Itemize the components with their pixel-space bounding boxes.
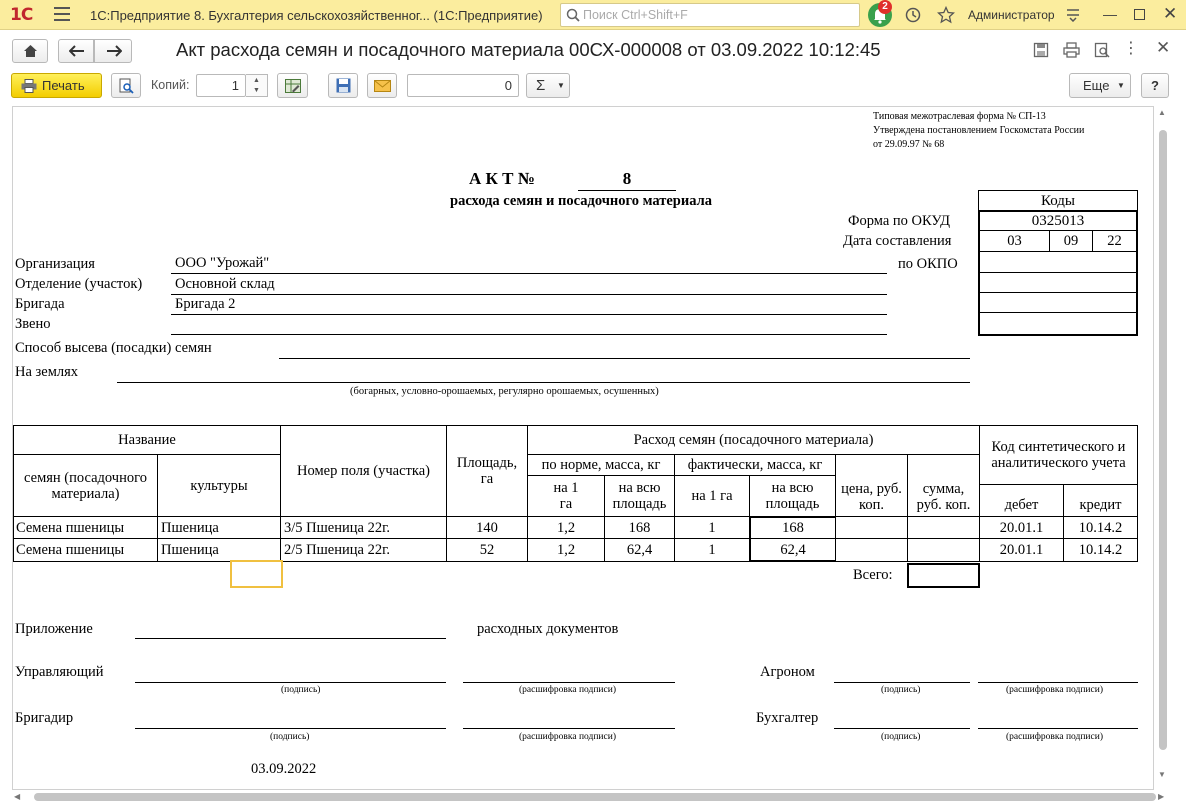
- more-button[interactable]: [1069, 73, 1131, 98]
- foreman-signature-hint: (подпись): [270, 732, 310, 742]
- dept-label: Отделение (участок): [15, 276, 143, 292]
- copies-input[interactable]: 1: [196, 74, 246, 97]
- brigade-label: Бригада: [15, 296, 65, 312]
- close-window-icon[interactable]: ✕: [1163, 4, 1178, 23]
- arrow-right-icon: [106, 45, 122, 57]
- print-form-sheet: [12, 106, 1154, 790]
- accountant-decoding-hint: (расшифровка подписи): [1006, 732, 1103, 742]
- col-culture-header: культуры: [157, 454, 281, 517]
- app-title: 1С:Предприятие 8. Бухгалтерия сельскохозяйственног... (1С:Предприятие): [90, 8, 543, 23]
- form-note-line1: Типовая межотраслевая форма № СП-13: [873, 111, 1046, 122]
- document-search-icon: [119, 78, 134, 94]
- search-icon: [566, 8, 580, 22]
- settings-menu-icon[interactable]: [1066, 8, 1080, 22]
- col-sum: сумма, руб. коп.: [907, 454, 980, 517]
- col-debit: дебет: [979, 484, 1064, 517]
- table-cell[interactable]: [907, 516, 980, 539]
- print-button-label: Печать: [42, 78, 85, 93]
- printer-icon: [21, 79, 37, 93]
- dropdown-arrow-icon: ▼: [557, 81, 565, 90]
- table-cell[interactable]: 1: [674, 516, 750, 539]
- user-name[interactable]: Администратор: [968, 8, 1055, 22]
- col-consumption-header: Расход семян (посадочного материала): [527, 425, 980, 455]
- col-credit: кредит: [1063, 484, 1138, 517]
- lands-label: На землях: [15, 364, 79, 380]
- col-fact-total: на всю площадь: [749, 475, 836, 517]
- table-cell[interactable]: Пшеница: [157, 516, 281, 539]
- sum-mode-button[interactable]: [526, 73, 570, 98]
- okud-value: 0325013: [978, 210, 1138, 231]
- brigade-value: Бригада 2: [175, 296, 236, 312]
- scroll-up-icon[interactable]: ▲: [1158, 108, 1166, 117]
- table-cell[interactable]: 2/5 Пшеница 22г.: [280, 538, 447, 562]
- table-cell[interactable]: Пшеница: [157, 538, 281, 562]
- total-label: Всего:: [853, 567, 893, 583]
- print-icon[interactable]: [1063, 42, 1080, 58]
- okud-label: Форма по ОКУД: [848, 213, 951, 229]
- okpo-label: по ОКПО: [898, 256, 958, 272]
- table-cell[interactable]: 20.01.1: [979, 538, 1064, 562]
- accountant-signature-hint: (подпись): [881, 732, 921, 742]
- table-cell[interactable]: [835, 538, 908, 562]
- date-year: 22: [1092, 230, 1138, 252]
- home-button[interactable]: [12, 39, 48, 63]
- more-dropdown-icon: ▼: [1117, 81, 1125, 90]
- code-row-1: [978, 272, 1138, 293]
- dept-value: Основной склад: [175, 276, 275, 292]
- app-logo: 1С: [10, 5, 33, 25]
- preview-button[interactable]: [111, 73, 141, 98]
- forward-button[interactable]: [94, 39, 132, 63]
- agronomist-label: Агроном: [760, 664, 815, 680]
- table-cell[interactable]: 10.14.2: [1063, 516, 1138, 539]
- table-cell[interactable]: 10.14.2: [1063, 538, 1138, 562]
- envelope-icon: [374, 80, 391, 92]
- help-button[interactable]: ?: [1141, 73, 1169, 98]
- col-fact-per-ha: на 1 га: [674, 475, 750, 517]
- table-cell[interactable]: 62,4: [749, 538, 836, 562]
- table-settings-button[interactable]: [277, 73, 308, 98]
- sowing-label: Способ высева (посадки) семян: [15, 340, 212, 356]
- selected-cells-sum[interactable]: 0: [407, 74, 519, 97]
- org-label: Организация: [15, 256, 95, 272]
- chevron-up-icon[interactable]: ▲: [253, 77, 260, 84]
- table-cell[interactable]: 1,2: [527, 516, 605, 539]
- chevron-down-icon[interactable]: ▼: [253, 87, 260, 94]
- app-title-bar: [0, 0, 1186, 30]
- table-cell[interactable]: 3/5 Пшеница 22г.: [280, 516, 447, 539]
- col-area-header: Площадь, га: [446, 425, 528, 517]
- col-norm-total: на всю площадь: [604, 475, 675, 517]
- col-norm-per-ha: на 1 га: [527, 475, 605, 517]
- table-cell[interactable]: 1: [674, 538, 750, 562]
- table-cell[interactable]: [835, 516, 908, 539]
- date-label: Дата составления: [843, 233, 952, 249]
- accountant-label: Бухгалтер: [756, 710, 819, 726]
- document-header: [0, 31, 1186, 71]
- table-cell[interactable]: 168: [604, 516, 675, 539]
- date-month: 09: [1049, 230, 1093, 252]
- foreman-decoding-hint: (расшифровка подписи): [519, 732, 616, 742]
- lands-hint: (богарных, условно-орошаемых, регулярно орошаемых, осушенных): [350, 386, 659, 397]
- col-fact-header: фактически, масса, кг: [674, 454, 836, 476]
- table-cell[interactable]: [907, 538, 980, 562]
- scroll-right-icon[interactable]: ▶: [1158, 792, 1165, 801]
- scroll-left-icon[interactable]: ◀: [14, 792, 21, 801]
- minimize-icon[interactable]: —: [1103, 6, 1117, 22]
- attachment-label: Приложение: [15, 621, 93, 637]
- history-icon[interactable]: [904, 6, 922, 24]
- scroll-down-icon[interactable]: ▼: [1158, 770, 1166, 779]
- table-cell[interactable]: 62,4: [604, 538, 675, 562]
- notifications-badge: 2: [878, 0, 892, 14]
- horizontal-scrollbar[interactable]: [12, 790, 1170, 804]
- more-menu-icon[interactable]: ⋮: [1123, 40, 1141, 57]
- floppy-disk-icon: [336, 78, 351, 93]
- agronomist-decoding-hint: (расшифровка подписи): [1006, 685, 1103, 695]
- col-code-header: Код синтетического и аналитического учета: [979, 425, 1138, 485]
- arrow-left-icon: [69, 45, 85, 57]
- form-note: [873, 110, 1084, 152]
- col-name-header: Название: [13, 425, 281, 455]
- print-button[interactable]: [11, 73, 102, 98]
- col-field-header: Номер поля (участка): [280, 425, 447, 517]
- col-seeds-header: семян (посадочного материала): [13, 454, 158, 517]
- act-subtitle: расхода семян и посадочного материала: [450, 193, 712, 209]
- back-button[interactable]: [58, 39, 94, 63]
- org-value: ООО "Урожай": [175, 255, 270, 271]
- vertical-scrollbar[interactable]: [1156, 106, 1170, 790]
- copies-label: Копий:: [151, 78, 190, 92]
- foreman-label: Бригадир: [15, 710, 74, 726]
- report-toolbar: [0, 71, 1186, 103]
- act-number: 8: [578, 169, 676, 191]
- save-file-button[interactable]: [328, 73, 358, 98]
- table-cell[interactable]: Семена пшеницы: [13, 538, 158, 562]
- close-document-icon[interactable]: ✕: [1156, 38, 1171, 57]
- table-cell[interactable]: Семена пшеницы: [13, 516, 158, 539]
- page-title: Акт расхода семян и посадочного материала 00СХ-000008 от 03.09.2022 10:12:45: [176, 39, 881, 60]
- table-cell[interactable]: 1,2: [527, 538, 605, 562]
- codes-header: Коды: [978, 190, 1138, 211]
- agronomist-signature-hint: (подпись): [881, 685, 921, 695]
- preview-icon[interactable]: [1094, 42, 1110, 58]
- home-icon: [23, 44, 38, 58]
- search-input[interactable]: [560, 3, 860, 27]
- favorites-star-icon[interactable]: [937, 6, 955, 24]
- code-row-2: [978, 292, 1138, 313]
- menu-icon[interactable]: [54, 7, 70, 21]
- manager-signature-hint: (подпись): [281, 685, 321, 695]
- form-note-line2: Утверждена постановлением Госкомстата России: [873, 125, 1085, 136]
- total-sum-cell[interactable]: [907, 563, 980, 588]
- col-norm-header: по норме, масса, кг: [527, 454, 675, 476]
- document-date: 03.09.2022: [251, 761, 317, 777]
- table-edit-icon: [285, 79, 301, 93]
- form-note-line3: от 29.09.97 № 68: [873, 139, 945, 150]
- search-placeholder: Поиск Ctrl+Shift+F: [583, 8, 688, 22]
- table-cell[interactable]: 52: [446, 538, 528, 562]
- send-email-button[interactable]: [367, 73, 397, 98]
- link-label: Звено: [15, 316, 51, 332]
- copies-stepper[interactable]: [246, 74, 268, 97]
- manager-decoding-hint: (расшифровка подписи): [519, 685, 616, 695]
- sigma-icon: Σ: [536, 77, 546, 94]
- code-row-3: [978, 312, 1138, 336]
- manager-label: Управляющий: [15, 664, 104, 680]
- maximize-icon[interactable]: [1134, 9, 1145, 20]
- act-label: А К Т №: [469, 169, 535, 188]
- okpo-value: [978, 251, 1138, 273]
- table-cell[interactable]: 20.01.1: [979, 516, 1064, 539]
- horizontal-scroll-thumb[interactable]: [34, 793, 1156, 801]
- active-cell-cursor[interactable]: [230, 560, 283, 588]
- vertical-scroll-thumb[interactable]: [1159, 130, 1167, 750]
- table-cell[interactable]: 140: [446, 516, 528, 539]
- date-day: 03: [978, 230, 1050, 252]
- more-button-label: Еще: [1083, 78, 1110, 93]
- save-icon[interactable]: [1033, 42, 1049, 58]
- attachment-suffix: расходных документов: [477, 621, 619, 637]
- table-cell[interactable]: 168: [749, 516, 836, 539]
- col-price: цена, руб. коп.: [835, 454, 908, 517]
